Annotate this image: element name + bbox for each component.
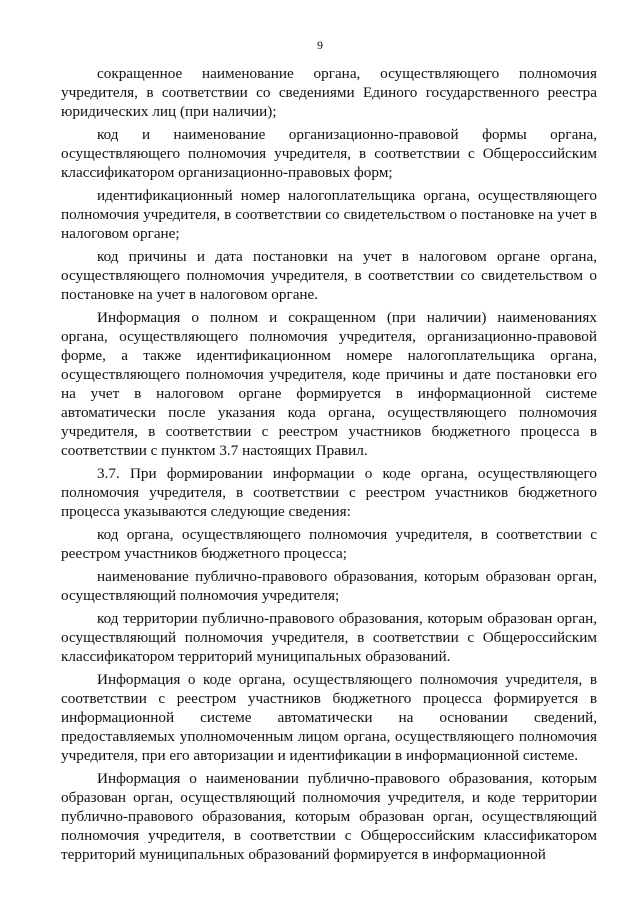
paragraph-organ-code: код органа, осуществляющего полномочия учредителя, в соответствии с реестром участников бюджетного процесса; (61, 526, 597, 562)
paragraph-legal-form: код и наименование организационно-правовой формы органа, осуществляющего полномочия учредителя, в соответствии с Общероссийским классификатором организационно-правовых форм; (61, 126, 597, 181)
paragraph-entity-name: наименование публично-правового образования, которым образован орган, осуществляющий полномочия учредителя; (61, 568, 597, 604)
paragraph-auto-info: Информация о полном и сокращенном (при наличии) наименованиях органа, осуществляющего полномочия учредителя, организационно-правовой форме, а также идентификационном номере налогоплательщика органа, осуществляющего полномочия учредителя, коде причины и дате постановки его на учет в налоговом органе формируется в информационной системе автоматически после указания кода органа, осуществляющего полномочия учредителя, в соответствии с реестром участников бюджетного процесса в соответствии с пунктом 3.7 настоящих Правил. (61, 309, 597, 459)
paragraph-section-3-7: 3.7. При формировании информации о коде органа, осуществляющего полномочия учредителя, в соответствии с реестром участников бюджетного процесса указываются следующие сведения: (61, 465, 597, 520)
paragraph-code-info: Информация о коде органа, осуществляющего полномочия учредителя, в соответствии с реестром участников бюджетного процесса формируется в информационной системе автоматически на основании сведений, предоставляемых уполномоченным лицом органа, осуществляющего полномочия учредителя, при его авторизации и идентификации в информационной системе. (61, 671, 597, 764)
paragraph-short-name: сокращенное наименование органа, осуществляющего полномочия учредителя, в соответствии со сведениями Единого государственного реестра юридических лиц (при наличии); (61, 65, 597, 120)
paragraph-territory-code: код территории публично-правового образования, которым образован орган, осуществляющий полномочия учредителя, в соответствии с Общероссийским классификатором территорий муниципальных образований. (61, 610, 597, 665)
paragraph-inn: идентификационный номер налогоплательщика органа, осуществляющего полномочия учредителя, в соответствии со свидетельством о постановке на учет в налоговом органе; (61, 187, 597, 242)
paragraph-kpp: код причины и дата постановки на учет в налоговом органе органа, осуществляющего полномочия учредителя, в соответствии со свидетельством о постановке на учет в налоговом органе. (61, 248, 597, 303)
document-body (61, 64, 597, 864)
page-number: 9 (317, 38, 323, 52)
paragraph-entity-info: Информация о наименовании публично-правового образования, которым образован орган, осуществляющий полномочия учредителя, и коде территории публично-правового образования, которым образован орган, осуществляющий полномочия учредителя, в соответствии с Общероссийским классификатором территорий муниципальных образований формируется в информационной (61, 770, 597, 863)
